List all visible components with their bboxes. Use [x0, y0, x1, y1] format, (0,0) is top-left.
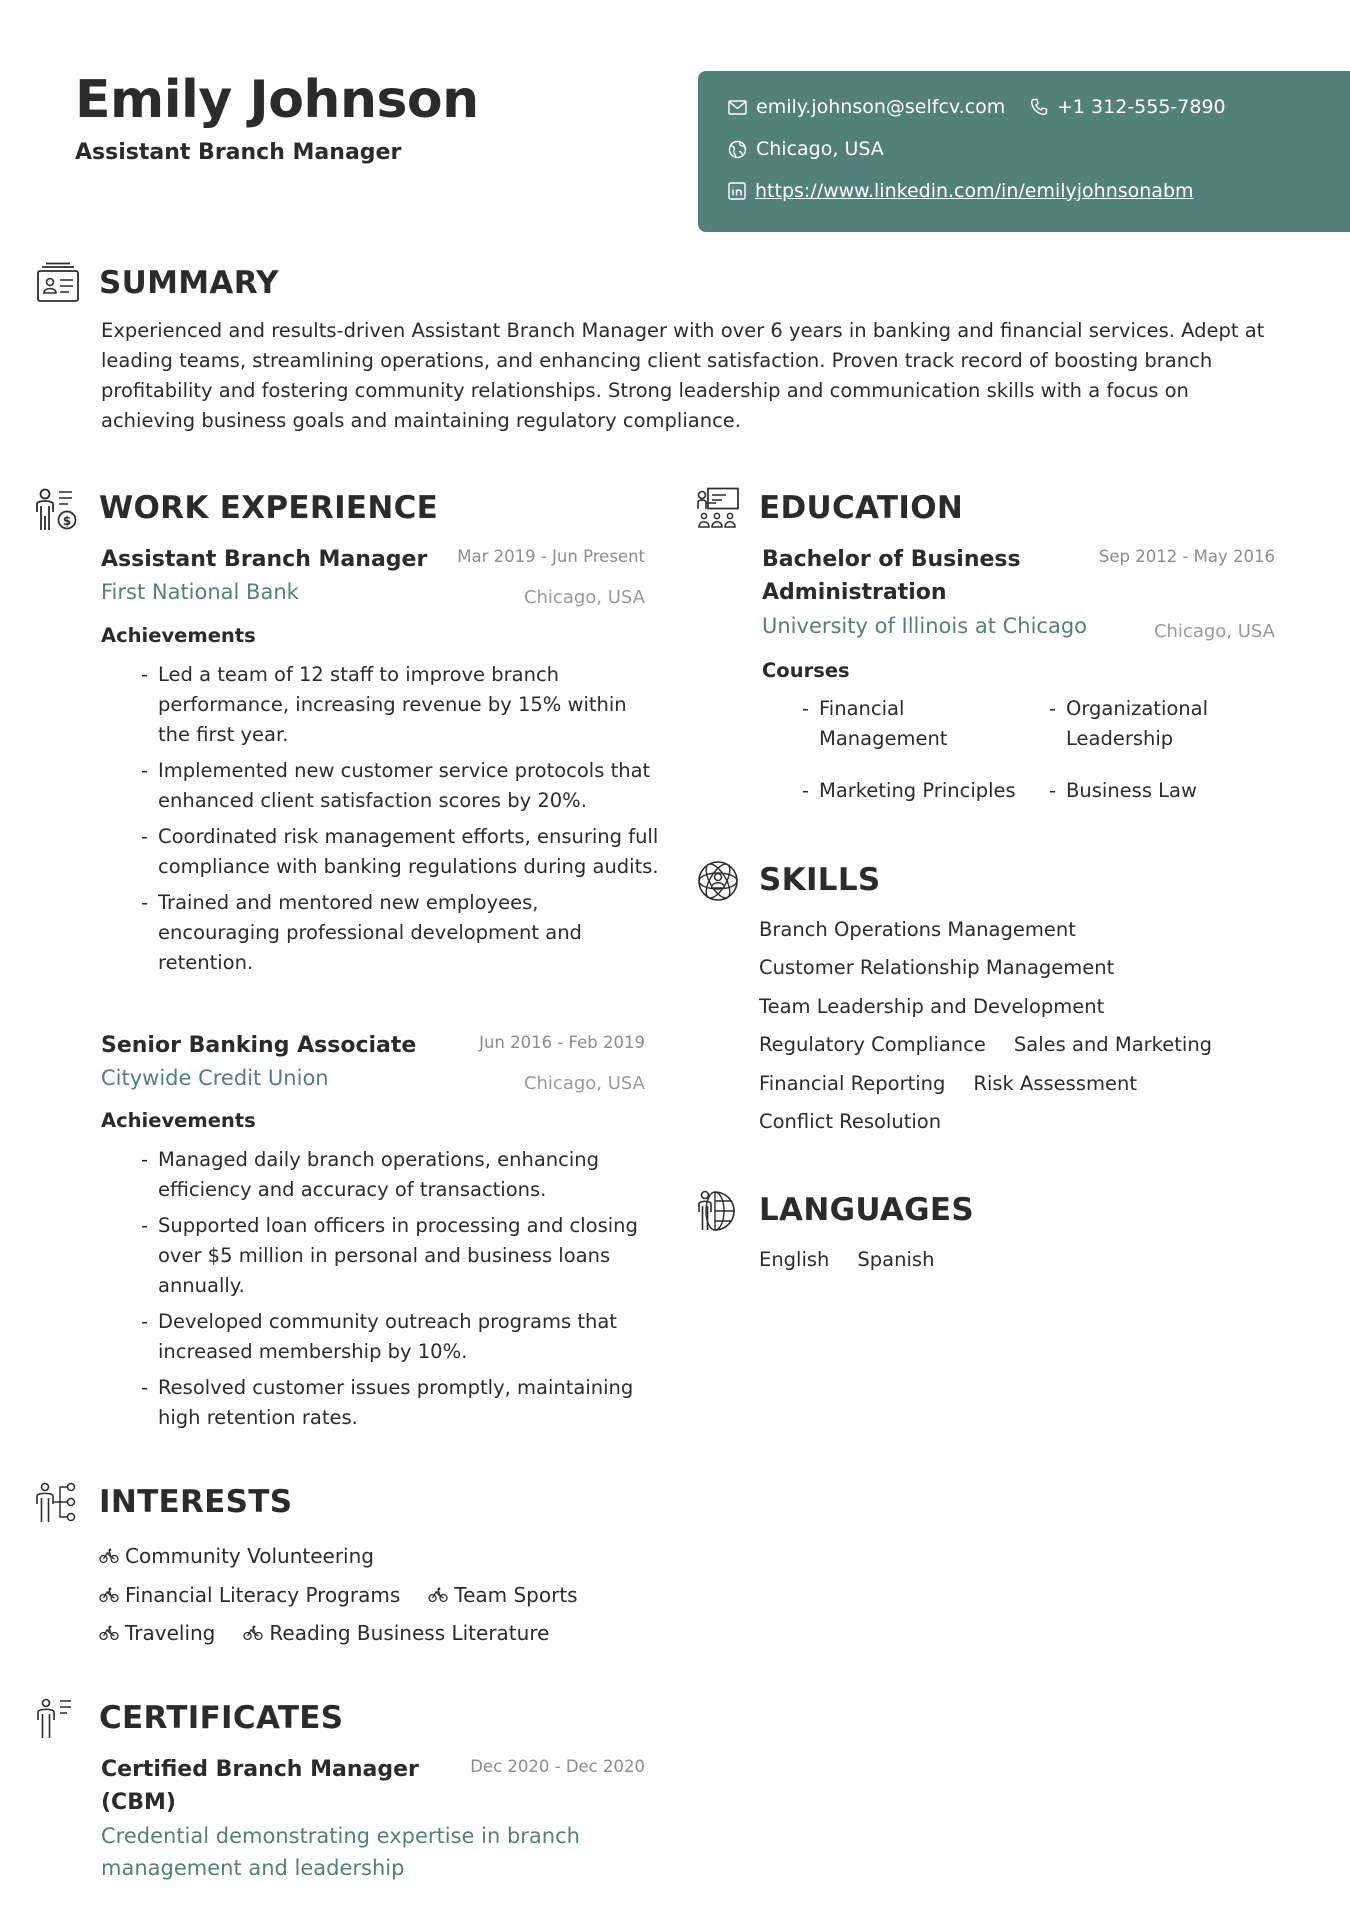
- linkedin-link[interactable]: https://www.linkedin.com/in/emilyjohnsonabm: [755, 180, 1194, 202]
- candidate-title: Assistant Branch Manager: [75, 140, 402, 165]
- job-dates-2: Jun 2016 - Feb 2019: [479, 1033, 645, 1052]
- certificate-dates: Dec 2020 - Dec 2020: [470, 1757, 645, 1776]
- education-heading: EDUCATION: [759, 490, 964, 526]
- list-item: - Supported loan officers in processing and closing over $5 million in personal and business loans annually.: [141, 1211, 661, 1301]
- interests-heading: INTERESTS: [99, 1484, 293, 1520]
- phone-icon: [1030, 98, 1048, 116]
- skill-item: Risk Assessment: [973, 1071, 1137, 1095]
- skill-item: Team Leadership and Development: [759, 994, 1105, 1018]
- languages-list: [759, 1240, 962, 1279]
- skill-item: Branch Operations Management: [759, 917, 1076, 941]
- list-item: - Coordinated risk management efforts, ensuring full compliance with banking regulations during audits.: [141, 822, 661, 882]
- interest-item: Traveling: [99, 1621, 215, 1645]
- person-certificate-icon: [35, 1698, 77, 1740]
- course-item: - Marketing Principles: [802, 776, 1042, 806]
- summary-heading: SUMMARY: [99, 265, 279, 301]
- certificate-title: Certified Branch Manager (CBM): [101, 1757, 419, 1815]
- experience-heading: WORK EXPERIENCE: [99, 490, 439, 526]
- courses-heading: Courses: [762, 659, 850, 682]
- location-text: Chicago, USA: [756, 138, 884, 160]
- contact-location: [728, 138, 884, 160]
- list-item: - Trained and mentored new employees, encouraging professional development and retention.: [141, 888, 661, 978]
- bicycle-icon: [99, 1587, 119, 1603]
- interests-list: [99, 1537, 606, 1653]
- job-location-2: Chicago, USA: [523, 1073, 645, 1094]
- person-money-icon: [34, 488, 78, 532]
- email-text: emily.johnson@selfcv.com: [756, 96, 1006, 118]
- mail-icon: [728, 100, 747, 115]
- education-dates: Sep 2012 - May 2016: [1098, 547, 1275, 566]
- interest-item: Team Sports: [428, 1583, 577, 1607]
- skills-atom-icon: [697, 860, 739, 902]
- skills-list: [759, 910, 1240, 1141]
- interest-item: Reading Business Literature: [243, 1621, 549, 1645]
- contact-linkedin[interactable]: [728, 180, 1194, 202]
- job-location-1: Chicago, USA: [523, 587, 645, 608]
- degree-title: Bachelor of Business Administration: [762, 547, 1021, 605]
- job-bullets-2: [141, 1145, 661, 1439]
- list-item: - Implemented new customer service protocols that enhanced client satisfaction scores by 20%.: [141, 756, 661, 816]
- course-item: - Business Law: [1049, 776, 1249, 806]
- job-bullets-1: [141, 660, 661, 984]
- classroom-icon: [696, 487, 740, 529]
- languages-heading: LANGUAGES: [759, 1192, 974, 1228]
- education-location: Chicago, USA: [1153, 621, 1275, 642]
- job-title-2: Senior Banking Associate: [101, 1033, 417, 1058]
- job-title-1: Assistant Branch Manager: [101, 547, 428, 572]
- list-item: - Managed daily branch operations, enhancing efficiency and accuracy of transactions.: [141, 1145, 661, 1205]
- globe-icon: [728, 140, 747, 159]
- skill-item: Regulatory Compliance: [759, 1033, 986, 1057]
- list-item: - Developed community outreach programs that increased membership by 10%.: [141, 1307, 661, 1367]
- person-globe-icon: [697, 1190, 739, 1232]
- interest-item: Community Volunteering: [99, 1544, 374, 1568]
- bicycle-icon: [243, 1625, 263, 1641]
- language-item: Spanish: [857, 1247, 935, 1271]
- summary-text: Experienced and results-driven Assistant Branch Manager with over 6 years in banking and financial services. Adept at leading teams, streamlining operations, and enhancing client satisfaction. Proven track record of boosting branch profitability and fostering community relationships. Strong leadership and communication skills with a focus on achieving business goals and maintaining regulatory compliance.: [101, 319, 1265, 432]
- svg-text:$: $: [62, 514, 72, 528]
- course-item: - Financial Management: [802, 694, 992, 754]
- skill-item: Financial Reporting: [759, 1071, 946, 1095]
- course-item: - Organizational Leadership: [1049, 694, 1249, 754]
- skill-item: Customer Relationship Management: [759, 956, 1115, 980]
- bicycle-icon: [99, 1548, 119, 1564]
- job-company-1: First National Bank: [101, 580, 299, 604]
- list-item: - Resolved customer issues promptly, maintaining high retention rates.: [141, 1373, 661, 1433]
- candidate-name: Emily Johnson: [75, 70, 479, 130]
- job-company-2: Citywide Credit Union: [101, 1066, 329, 1090]
- bicycle-icon: [428, 1587, 448, 1603]
- id-card-icon: [36, 262, 80, 304]
- interest-item: Financial Literacy Programs: [99, 1583, 400, 1607]
- contact-email[interactable]: [728, 96, 1005, 118]
- certificates-heading: CERTIFICATES: [99, 1700, 344, 1736]
- skill-item: Conflict Resolution: [759, 1110, 942, 1134]
- job-achievements-heading-1: Achievements: [101, 624, 256, 647]
- bicycle-icon: [99, 1625, 119, 1641]
- certificate-description: Credential demonstrating expertise in branch management and leadership: [101, 1824, 580, 1880]
- linkedin-icon: [728, 182, 746, 200]
- list-item: - Led a team of 12 staff to improve branch performance, increasing revenue by 15% within the first year.: [141, 660, 661, 750]
- skills-heading: SKILLS: [759, 862, 881, 898]
- language-item: English: [759, 1247, 830, 1271]
- person-interests-icon: [34, 1482, 78, 1524]
- skill-item: Sales and Marketing: [1013, 1033, 1213, 1057]
- school-name: University of Illinois at Chicago: [762, 614, 1088, 638]
- job-dates-1: Mar 2019 - Jun Present: [457, 547, 645, 566]
- job-achievements-heading-2: Achievements: [101, 1109, 256, 1132]
- contact-panel: [698, 71, 1350, 232]
- phone-text: +1 312-555-7890: [1057, 96, 1226, 118]
- contact-phone[interactable]: [1030, 96, 1226, 118]
